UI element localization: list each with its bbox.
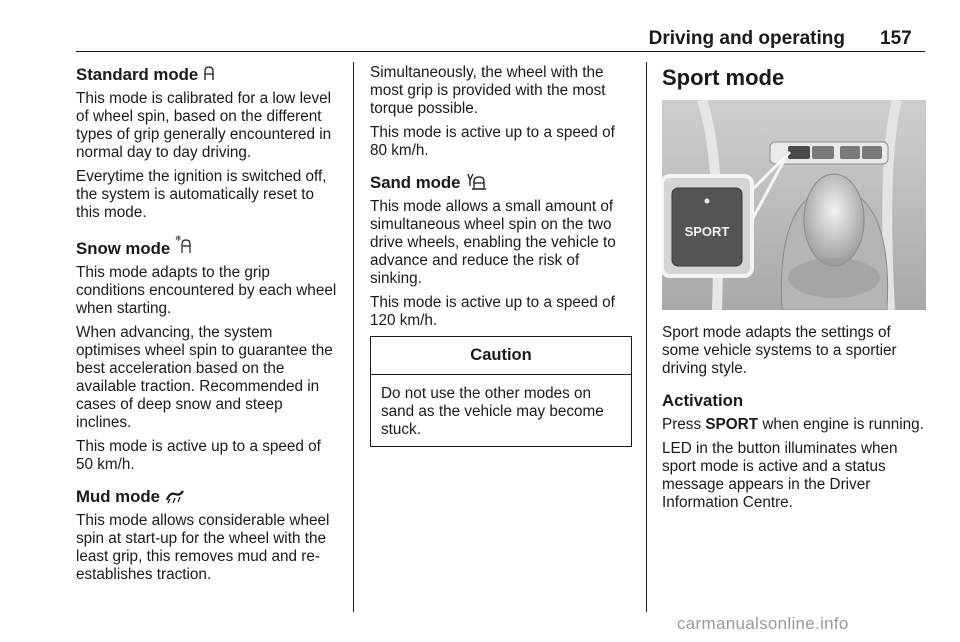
column-3 <box>662 64 926 518</box>
sand-mode-heading <box>370 172 632 193</box>
mud-continued-text: Simultaneously, the wheel with the most grip is provided with the most torque possible. <box>370 64 606 117</box>
activation-text-1 <box>662 416 926 434</box>
sand-mode-text-1: This mode allows a small amount of simultaneous wheel spin on the two drive wheels, enabling the vehicle to advance and reduce the risk of sinking. <box>370 198 616 287</box>
caution-text: Do not use the other modes on sand as the vehicle may become stuck. <box>381 385 604 438</box>
standard-mode-title: Standard mode <box>76 65 199 84</box>
sand-mode-text-2: This mode is active up to a speed of 120 km/h. <box>370 294 615 329</box>
standard-mode-heading <box>76 64 341 85</box>
activation-text-2: LED in the button illuminates when sport mode is active and a status message appears in the Driver Information Centre. <box>662 440 898 511</box>
page-header <box>0 26 960 56</box>
column-divider-1 <box>353 62 354 612</box>
mud-mode-heading <box>76 486 341 507</box>
sport-mode-heading: Sport mode <box>662 65 785 90</box>
snow-mode-title: Snow mode <box>76 239 171 258</box>
mud-mode-icon <box>165 488 185 504</box>
console-illustration <box>662 100 926 310</box>
column-2 <box>370 64 632 447</box>
page-number: 157 <box>880 28 912 49</box>
activation-heading: Activation <box>662 391 744 410</box>
mud-speed-text: This mode is active up to a speed of 80 km/h. <box>370 124 615 159</box>
header-rule <box>76 51 925 52</box>
column-divider-2 <box>646 62 647 612</box>
sport-keyword: SPORT <box>705 416 759 433</box>
sport-button-figure <box>662 100 926 310</box>
mud-mode-title: Mud mode <box>76 487 160 506</box>
mud-mode-text-1: This mode allows considerable wheel spin at start-up for the wheel with the least grip, this removes mud and re-establishes traction. <box>76 512 330 583</box>
caution-title: Caution <box>371 337 631 375</box>
svg-text:❄: ❄ <box>174 234 182 243</box>
sport-button-label: SPORT <box>684 224 730 239</box>
sport-mode-text-1: Sport mode adapts the settings of some vehicle systems to a sportier driving style. <box>662 324 897 377</box>
caution-body <box>371 375 631 446</box>
led-indicator <box>705 199 710 204</box>
watermark: carmanualsonline.info <box>677 614 849 633</box>
section-title: Driving and operating <box>648 28 845 49</box>
snow-mode-text-3: This mode is active up to a speed of 50 km/h. <box>76 438 321 473</box>
snow-mode-icon <box>175 234 195 254</box>
sand-mode-title: Sand mode <box>370 173 461 192</box>
caution-box <box>370 336 632 447</box>
standard-mode-text-2: Everytime the ignition is switched off, the system is automatically reset to this mode. <box>76 168 327 221</box>
standard-mode-text-1: This mode is calibrated for a low level of wheel spin, based on the different types of grip generally encountered in normal day to day driving. <box>76 90 332 161</box>
column-1 <box>76 64 341 590</box>
snow-mode-heading <box>76 234 341 259</box>
standard-mode-icon <box>203 66 215 81</box>
sand-mode-icon <box>465 172 487 190</box>
snow-mode-text-1: This mode adapts to the grip conditions encountered by each wheel when starting. <box>76 264 337 317</box>
snow-mode-text-2: When advancing, the system optimises wheel spin to guarantee the best acceleration based on the available traction. Recommended in cases of deep snow and steep inclines. <box>76 324 333 431</box>
activation-press: Press <box>662 416 702 433</box>
activation-rest: when engine is running. <box>762 416 924 433</box>
